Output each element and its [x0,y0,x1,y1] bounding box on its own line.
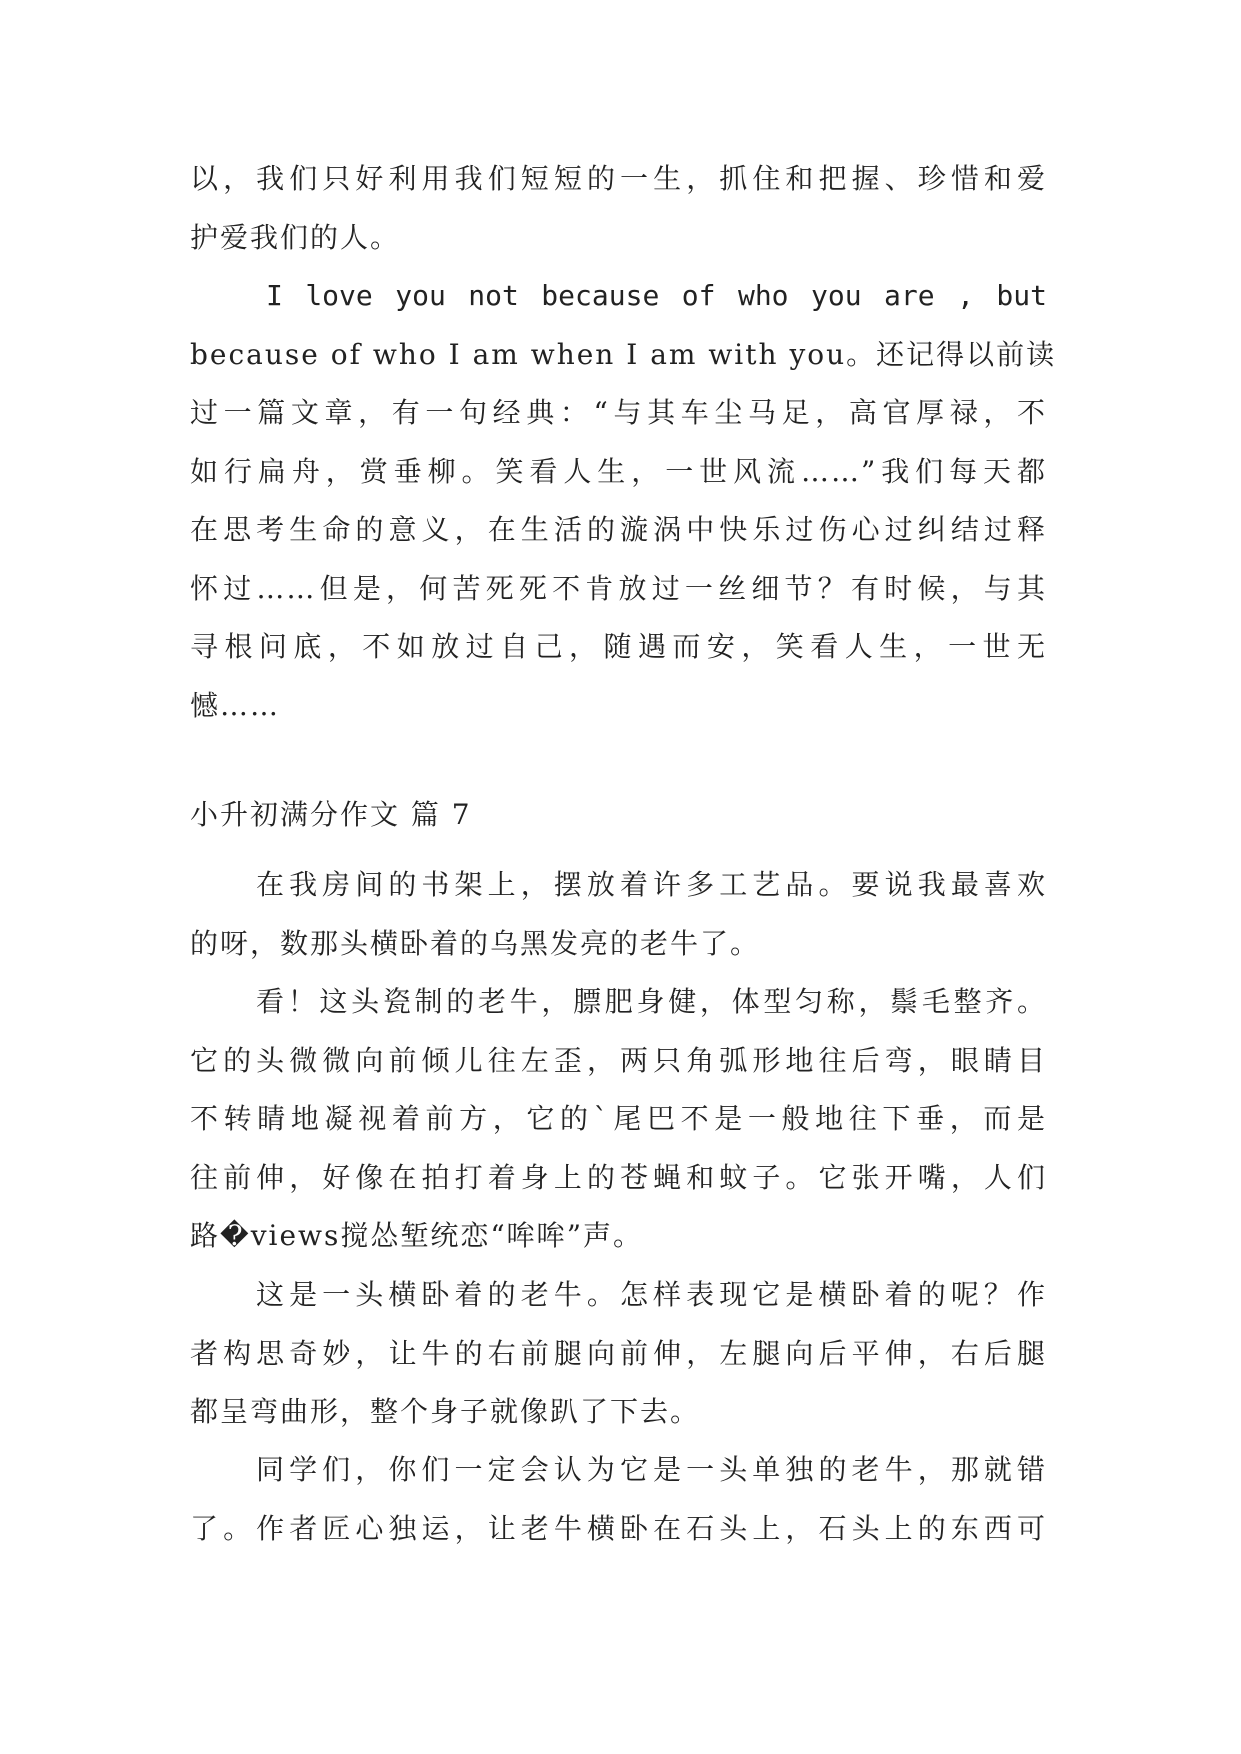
text-line: 看！这头瓷制的老牛，膘肥身健，体型匀称，鬃毛整齐。 [256,985,1047,1018]
text-line: 过一篇文章，有一句经典：“与其车尘马足，高官厚禄，不 [190,396,1047,429]
text-line: 往前伸，好像在拍打着身上的苍蝇和蚊子。它张开嘴，人们 [190,1160,1047,1194]
text-line: because of who I am when I am with you。还记得以前读 [190,337,1057,371]
text-line: 在我房间的书架上，摆放着许多工艺品。要说我最喜欢 [256,868,1047,901]
text-line: 这是一头横卧着的老牛。怎样表现它是横卧着的呢？作 [256,1278,1047,1311]
text-line: 寻根问底，不如放过自己，随遇而安，笑看人生，一世无 [190,630,1047,663]
text-line: I love you not because of who you are , but [266,279,1047,312]
text-line: 同学们，你们一定会认为它是一头单独的老牛，那就错 [256,1453,1047,1486]
paragraph [190,1441,1047,1558]
text-line: 护爱我们的人。 [190,220,401,254]
text-line: 以，我们只好利用我们短短的一生，抓住和把握、珍惜和爱 [190,162,1047,195]
text-line: 不转睛地凝视着前方，它的`尾巴不是一般地往下垂，而是 [190,1102,1047,1135]
paragraph [190,1266,1047,1442]
paragraph [190,856,1047,973]
text-line: 都呈弯曲形，整个身子就像趴了下去。 [190,1395,701,1428]
text-line: 路�views搅怂堑统恋“哞哞”声。 [190,1219,644,1252]
text-line: 在思考生命的意义，在生活的漩涡中快乐过伤心过纠结过释 [190,513,1047,546]
text-line: 如行扁舟，赏垂柳。笑看人生，一世风流……”我们每天都 [190,454,1047,488]
text-line: 它的头微微向前倾儿往左歪，两只角弧形地往后弯，眼睛目 [190,1043,1047,1077]
section-heading: 小升初满分作文 篇 7 [190,798,472,831]
text-line: 的呀，数那头横卧着的乌黑发亮的老牛了。 [190,926,761,960]
paragraph [190,973,1047,1266]
text-line: 憾…… [190,688,281,722]
paragraph-english-quote [190,267,1057,735]
text-line: 者构思奇妙，让牛的右前腿向前伸，左腿向后平伸，右后腿 [190,1336,1047,1370]
text-line: 怀过……但是，何苦死死不肯放过一丝细节？有时候，与其 [190,571,1047,605]
paragraph-continuation [190,150,1047,267]
text-line: 了。作者匠心独运，让老牛横卧在石头上，石头上的东西可 [190,1511,1047,1545]
